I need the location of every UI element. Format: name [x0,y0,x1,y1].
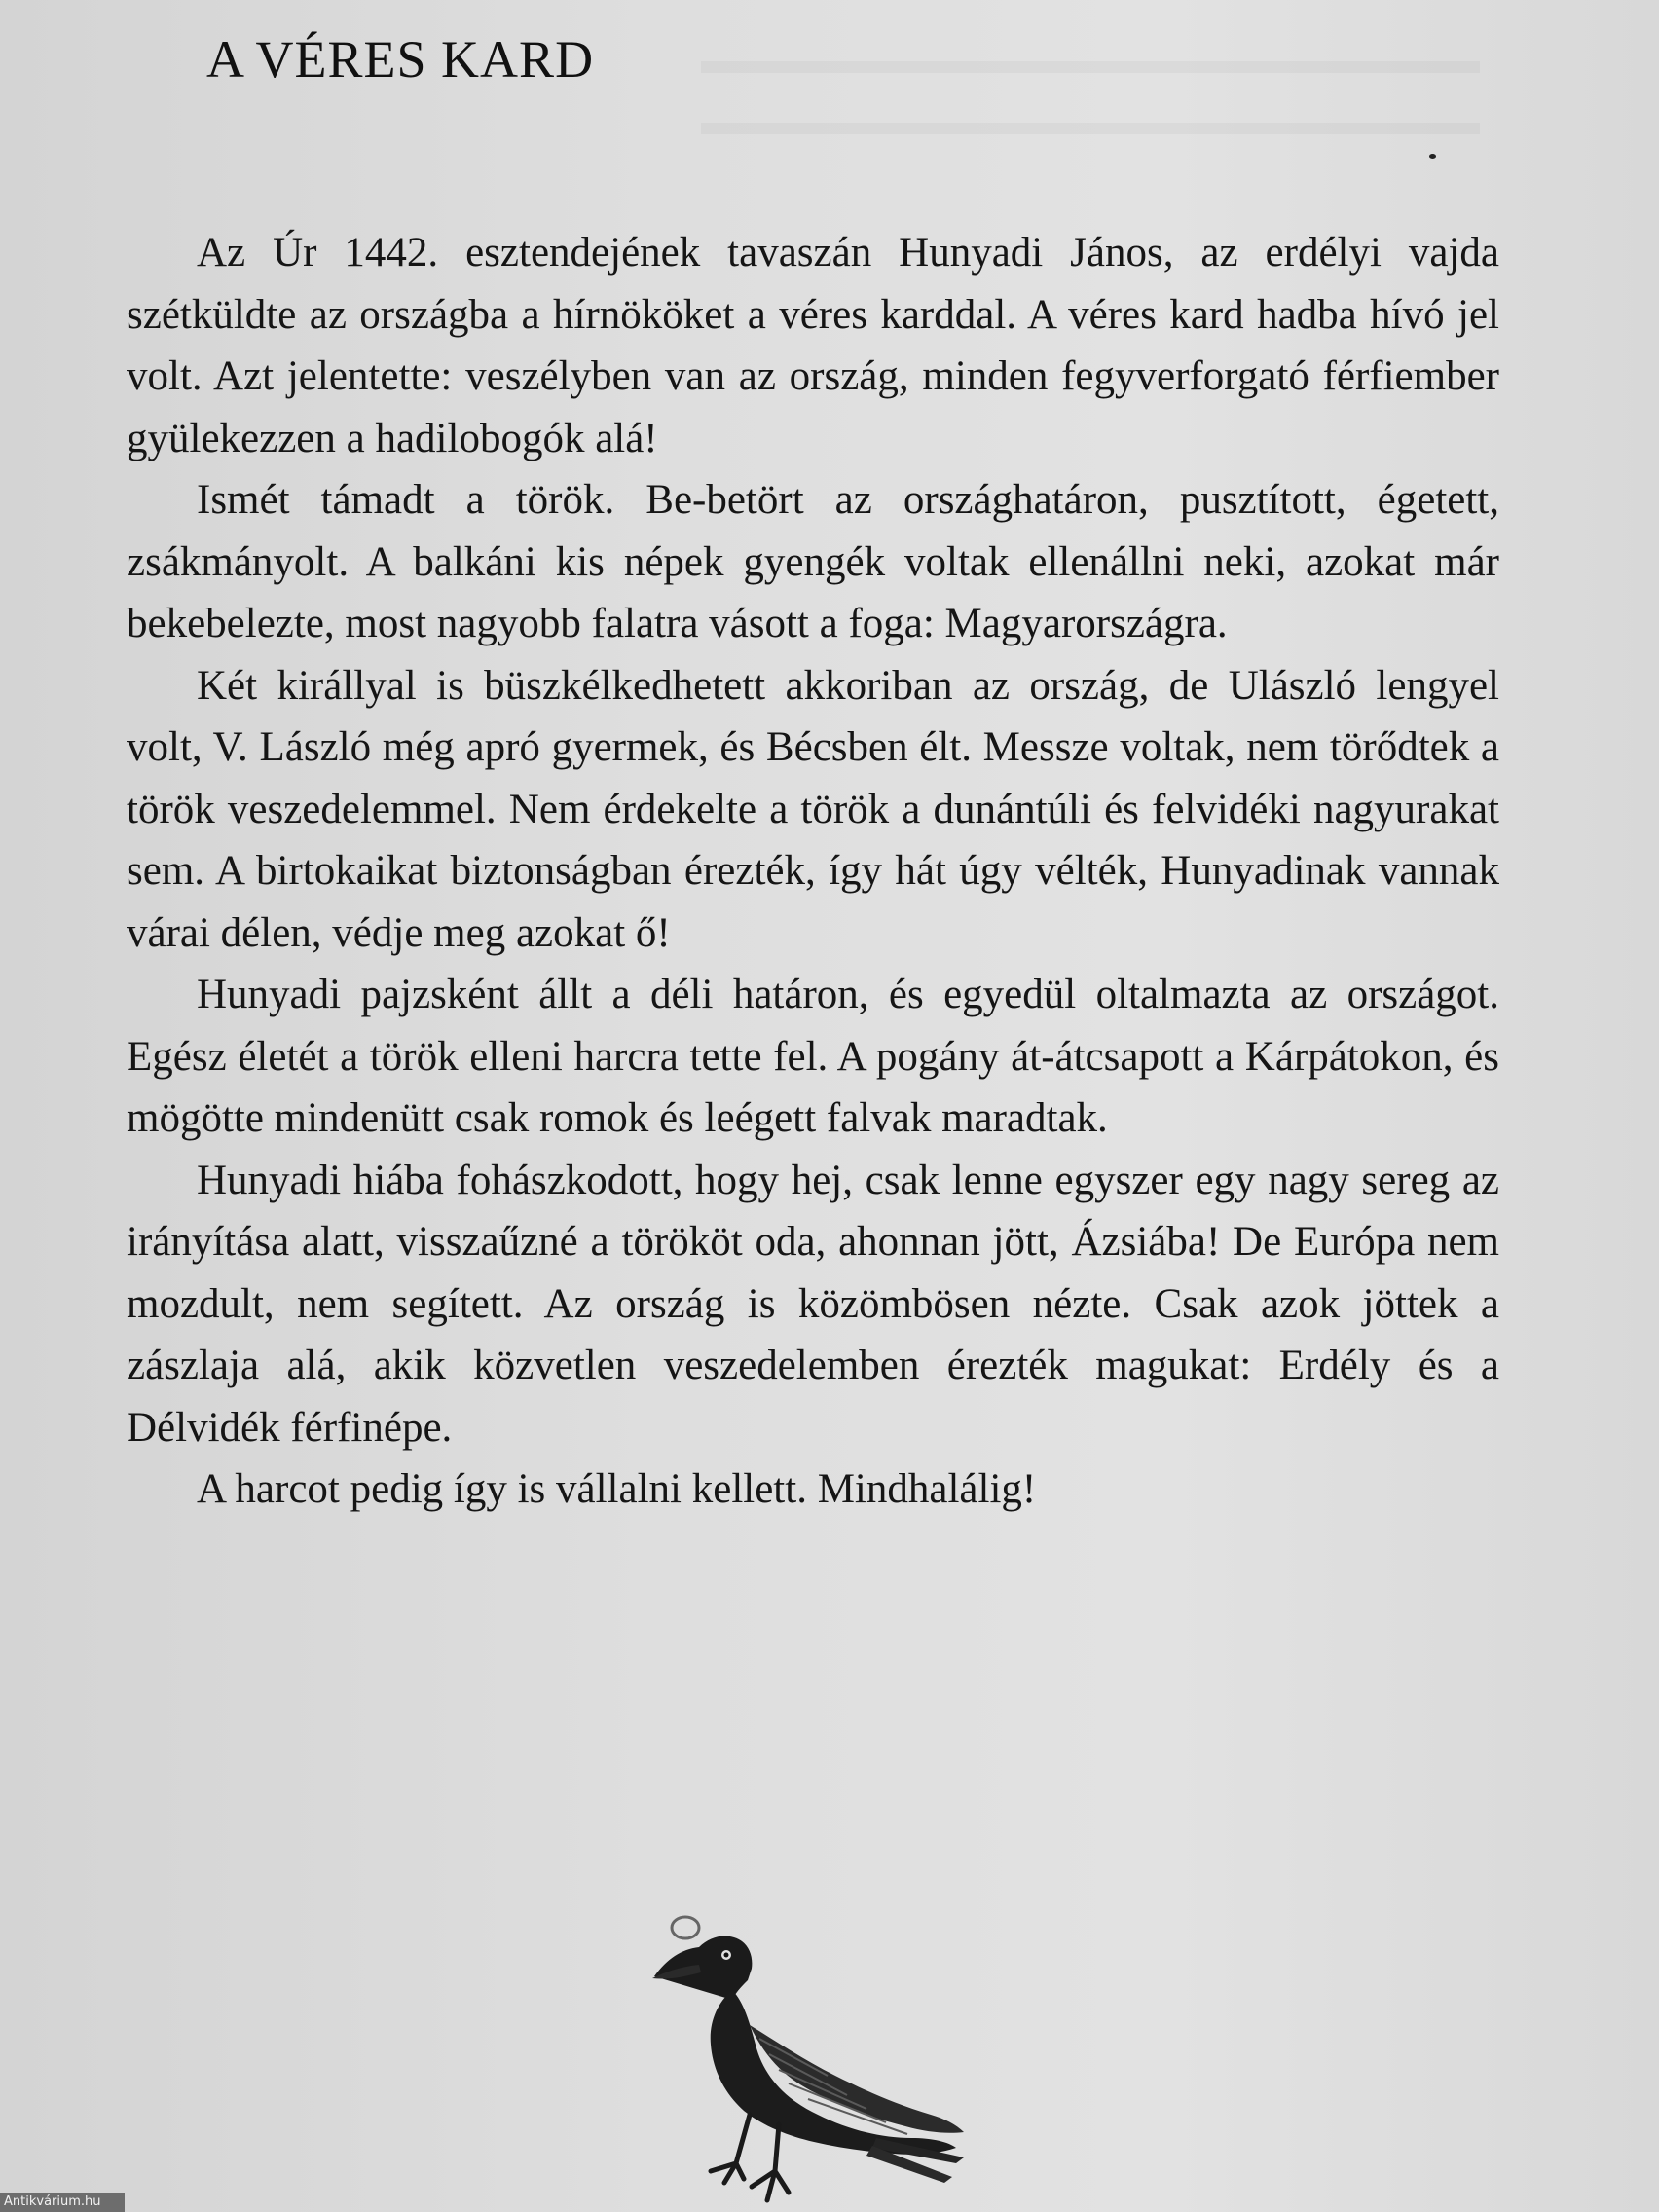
site-watermark: Antikvárium.hu [0,2193,125,2212]
paragraph-3: Két királlyal is büszkélkedhetett akkoriban az ország, de Ulászló lengyel volt, V. László még apró gyermek, és Bécsben élt. Messze voltak, nem törődtek a török veszedelemmel. Nem érdekelte a török a dunántúli és felvidéki nagyurakat sem. A birtokaikat biztonságban érezték, így hát úgy vélték, Hunyadinak vannak várai délen, védje meg azokat ő! [127,662,1499,956]
chapter-body [127,222,1499,1521]
paragraph-2: Ismét támadt a török. Be-betört az országhatáron, pusztított, égetett, zsákmányolt. A balkáni kis népek gyengék voltak ellenállni neki, azokat már bekebelezte, most nagyobb falatra vásott a foga: Magyarországra. [127,477,1499,646]
paragraph-4: Hunyadi pajzsként állt a déli határon, és egyedül oltalmazta az országot. Egész életét a török elleni harcra tette fel. A pogány át-átcsapott a Kárpátokon, és mögötte mindenütt csak romok és leégett falvak maradtak. [127,972,1499,1141]
paragraph-1: Az Úr 1442. esztendejének tavaszán Hunyadi János, az erdélyi vajda szétküldte az országba a hírnököket a véres karddal. A véres kard hadba hívó jel volt. Azt jelentette: veszélyben van az ország, minden fegyverforgató férfiember gyülekezzen a hadilobogók alá! [127,230,1499,461]
ink-speck [1429,154,1436,159]
raven-illustration [643,1908,974,2212]
show-through-texture [701,29,1499,152]
paragraph-5: Hunyadi hiába fohászkodott, hogy hej, csak lenne egyszer egy nagy sereg az irányítása alatt, visszaűzné a törököt oda, ahonnan jött, Ázsiába! De Európa nem mozdult, nem segített. Az ország is közömbösen nézte. Csak azok jöttek a zászlaja alá, akik közvetlen veszedelemben érezték magukat: Erdély és a Délvidék férfinépe. [127,1157,1499,1451]
paragraph-6: A harcot pedig így is vállalni kellett. Mindhalálig! [197,1466,1037,1512]
chapter-title: A VÉRES KARD [206,30,595,89]
